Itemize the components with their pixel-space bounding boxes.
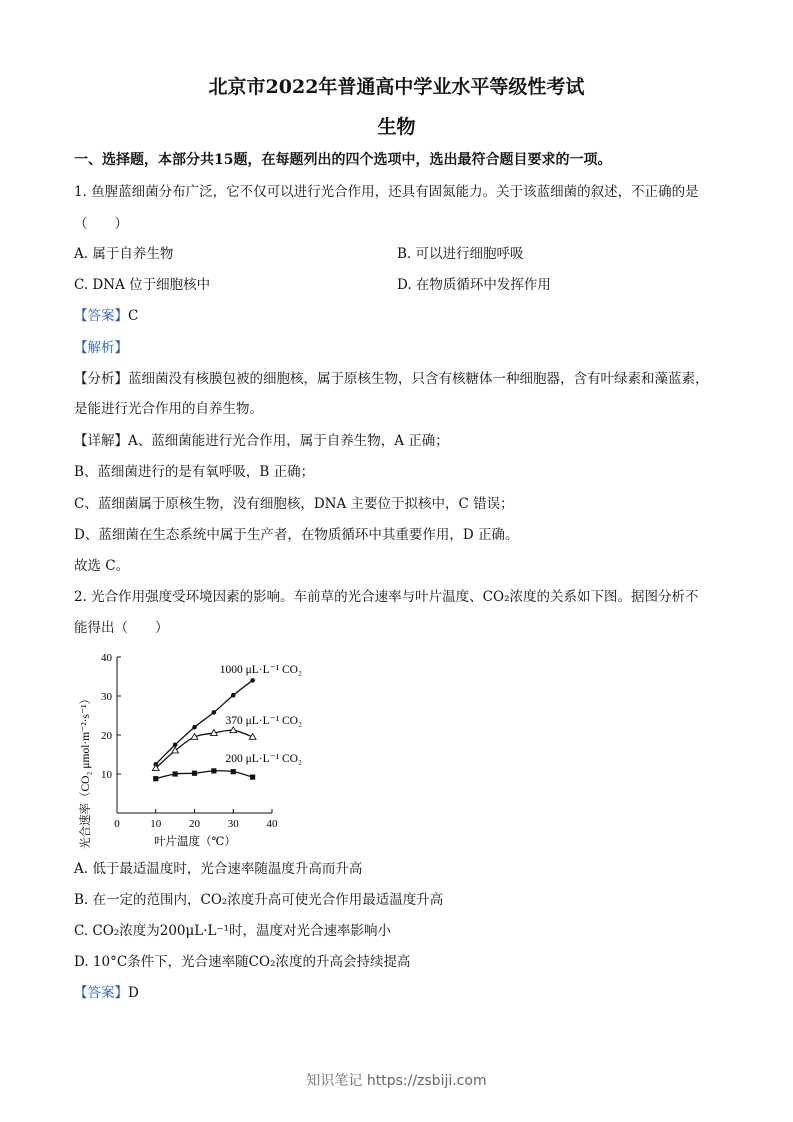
q2-stem-line1: 2. 光合作用强度受环境因素的影响。车前草的光合速率与叶片温度、CO₂浓度的关系如下图。据图分析不 [74,589,699,605]
x-tick-label: 30 [227,818,239,830]
q1-answer [74,306,138,326]
answer-tag: 【答案】 [74,985,128,1001]
subject-title: 生物 [377,116,416,138]
y-tick-label: 10 [101,769,112,781]
detail-a [74,431,449,451]
footer-site-link[interactable]: 知识笔记 https://zsbiji.com [306,1073,487,1089]
chart-series-layer [152,664,302,781]
answer-tag: 【答案】 [74,308,128,324]
q2-option-a: A. 低于最适温度时，光合速率随温度升高而升高 [74,861,363,877]
series-label: 1000 μL·L⁻¹ CO₂ [219,664,302,676]
data-point-circle [192,725,197,730]
data-point-square [192,771,197,776]
x-tick-label: 10 [150,818,162,830]
q2-option-b: B. 在一定的范围内，CO₂浓度升高可使光合作用最适温度升高 [74,892,444,908]
xiangjie-tag: 【详解】 [74,433,128,449]
q1-option-b: B. 可以进行细胞呼吸 [397,246,524,262]
photosynthesis-chart [70,645,320,855]
fenxi-line2: 是能进行光合作用的自养生物。 [74,401,263,417]
y-tick-label: 30 [101,691,112,703]
section-heading: 一、选择题，本部分共15题，在每题列出的四个选项中，选出最符合题目要求的一项。 [74,152,612,168]
q2-stem-line2: 能得出（ ） [74,620,169,636]
x-axis-label: 叶片温度（℃） [154,836,236,848]
fenxi-tag: 【分析】 [74,371,128,387]
y-axis-label: 光合速率（CO₂ μmol·m⁻²·s⁻¹） [80,692,92,850]
x-tick-label: 40 [266,818,278,830]
data-point-circle [250,678,255,683]
q1-option-a: A. 属于自养生物 [74,246,174,262]
fenxi-line1 [74,369,709,389]
detail-c: C、蓝细菌属于原核生物，没有细胞核，DNA 主要位于拟核中，C 错误； [74,496,514,512]
detail-b: B、蓝细菌进行的是有氧呼吸，B 正确； [74,464,315,480]
answer-value: C [128,308,139,324]
y-tick-label: 40 [101,652,112,664]
answer-value: D [128,985,139,1001]
y-tick-label: 20 [101,730,112,742]
q1-stem-line2: （ ） [74,216,128,232]
q1-stem-line1: 1. 鱼腥蓝细菌分布广泛，它不仅可以进行光合作用，还具有固氮能力。关于该蓝细菌的叙述，不正确的是 [74,184,699,200]
analysis-tag: 【解析】 [74,340,128,356]
data-point-square [153,776,158,781]
page-title: 北京市2022年普通高中学业水平等级性考试 [208,76,585,98]
series-line [156,771,253,779]
q1-option-d: D. 在物质循环中发挥作用 [397,277,551,293]
data-point-square [250,775,255,780]
series-label: 370 μL·L⁻¹ CO₂ [225,715,302,727]
q2-option-c: C. CO₂浓度为200μL·L⁻¹时，温度对光合速率影响小 [74,923,392,939]
data-point-square [211,768,216,773]
q2-answer [74,983,139,1003]
x-tick-label: 0 [114,818,120,830]
detail-d: D、蓝细菌在生态系统中属于生产者，在物质循环中其重要作用，D 正确。 [74,527,519,543]
data-point-square [173,771,178,776]
q1-option-c: C. DNA 位于细胞核中 [74,277,211,293]
series-label: 200 μL·L⁻¹ CO₂ [225,753,302,765]
conclusion: 故选 C。 [74,558,130,574]
data-point-circle [231,693,236,698]
data-point-circle [212,710,217,715]
fenxi-text: 蓝细菌没有核膜包被的细胞核，属于原核生物，只含有核糖体一种细胞器，含有叶绿素和藻蓝素， [128,371,709,387]
detail-a-text: A、蓝细菌能进行光合作用，属于自养生物，A 正确； [128,433,449,449]
data-point-square [231,769,236,774]
x-tick-label: 20 [189,818,200,830]
q2-option-d: D. 10°C条件下，光合速率随CO₂浓度的升高会持续提高 [74,954,411,970]
